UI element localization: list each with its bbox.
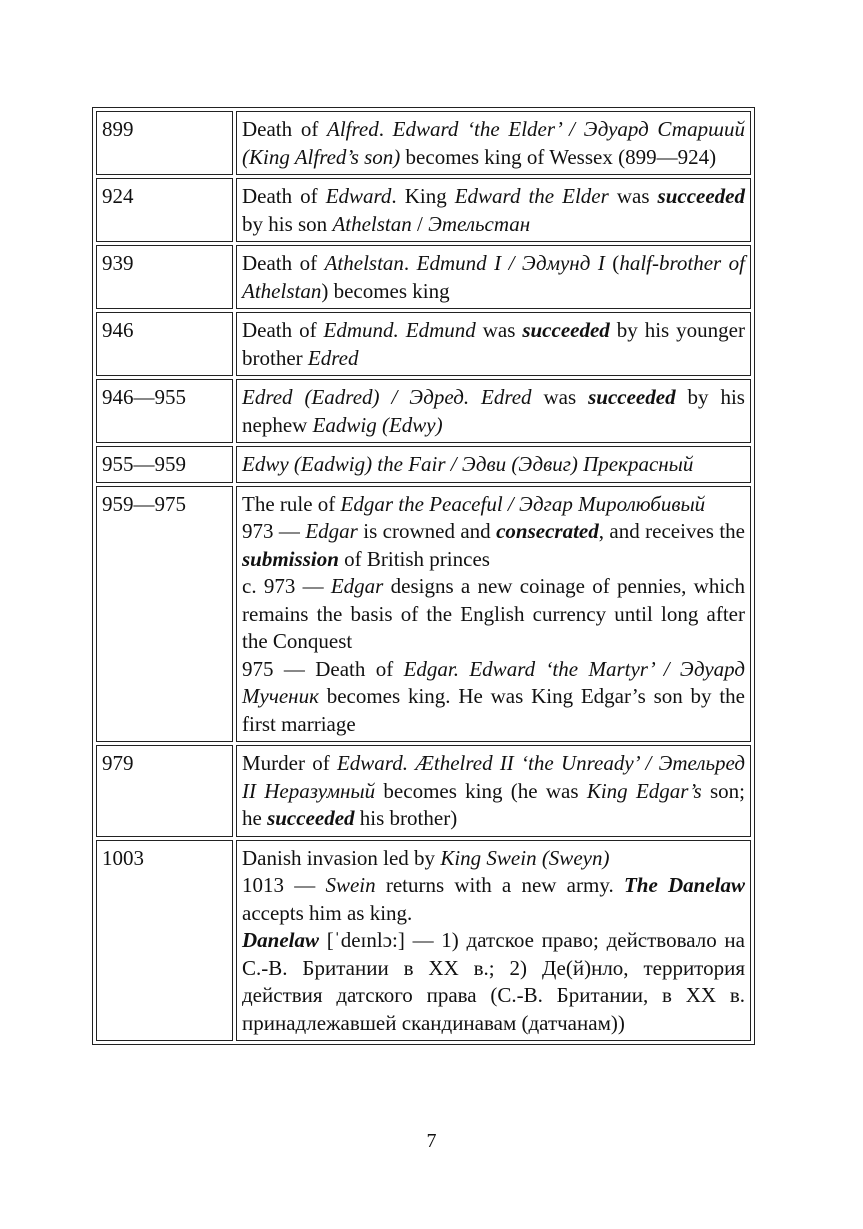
event-line: c. 973 — Edgar designs a new coinage of pennies, which remains the basis of the English currency until long after the Conquest (242, 574, 745, 653)
event-cell (236, 111, 751, 175)
table-row (96, 840, 751, 1042)
date-cell: 979 (96, 745, 233, 837)
event-line: Murder of Edward. Æthelred II ‘the Unready’ / Этельред II Неразумный becomes king (he was King Edgar’s son; he succeeded his brother) (242, 751, 745, 830)
event-cell (236, 178, 751, 242)
event-line: The rule of Edgar the Peaceful / Эдгар Миролюбивый (242, 491, 706, 516)
event-line: Death of Alfred. Edward ‘the Elder’ / Эдуард Старший (King Alfred’s son) becomes king of Wessex (899—924) (242, 117, 746, 169)
date-cell: 899 (96, 111, 233, 175)
event-cell (236, 245, 751, 309)
event-cell (236, 312, 751, 376)
event-line: Edwy (Eadwig) the Fair / Эдви (Эдвиг) Прекрасный (242, 452, 694, 476)
table-row (96, 446, 751, 483)
event-cell (236, 379, 751, 443)
table-row (96, 111, 751, 175)
table-row (96, 486, 751, 743)
event-cell (236, 745, 751, 837)
date-cell: 959—975 (96, 486, 233, 743)
date-cell: 939 (96, 245, 233, 309)
event-line: Danelaw [ˈdeɪnlɔ:] — 1) датское право; действовало на С.-В. Британии в XX в.; 2) Де(й)нло, территория действия датского права (С.-В. Британии, в XX в. принадлежавшей скандинавам (датчанам)) (242, 928, 745, 1035)
event-line: Edred (Eadred) / Эдред. Edred was succeeded by his nephew Eadwig (Edwy) (242, 385, 745, 437)
table-row (96, 178, 751, 242)
date-cell: 946 (96, 312, 233, 376)
event-cell (236, 486, 751, 743)
chronology-table (92, 107, 755, 1045)
table-row (96, 245, 751, 309)
table-row (96, 312, 751, 376)
event-cell (236, 446, 751, 483)
date-cell: 1003 (96, 840, 233, 1042)
page-number: 7 (426, 1130, 437, 1152)
table-row (96, 379, 751, 443)
event-line: 1013 — Swein returns with a new army. The Danelaw accepts him as king. (242, 873, 746, 925)
event-line: Death of Athelstan. Edmund I / Эдмунд I (half-brother of Athelstan) becomes king (242, 251, 746, 303)
date-cell: 946—955 (96, 379, 233, 443)
event-line: 975 — Death of Edgar. Edward ‘the Martyr’ / Эдуард Мученик becomes king. He was King Edgar’s son by the first marriage (242, 656, 745, 736)
date-cell: 955—959 (96, 446, 233, 483)
chronology-rows (96, 111, 751, 1041)
event-cell (236, 840, 751, 1042)
event-line: Death of Edmund. Edmund was succeeded by his younger brother Edred (242, 318, 745, 370)
event-line: Death of Edward. King Edward the Elder was succeeded by his son Athelstan / Этельстан (242, 184, 745, 236)
table-row (96, 745, 751, 837)
date-cell: 924 (96, 178, 233, 242)
event-line: Danish invasion led by King Swein (Sweyn) (242, 845, 610, 870)
event-line: 973 — Edgar is crowned and consecrated, and receives the submission of British princes (242, 519, 746, 571)
